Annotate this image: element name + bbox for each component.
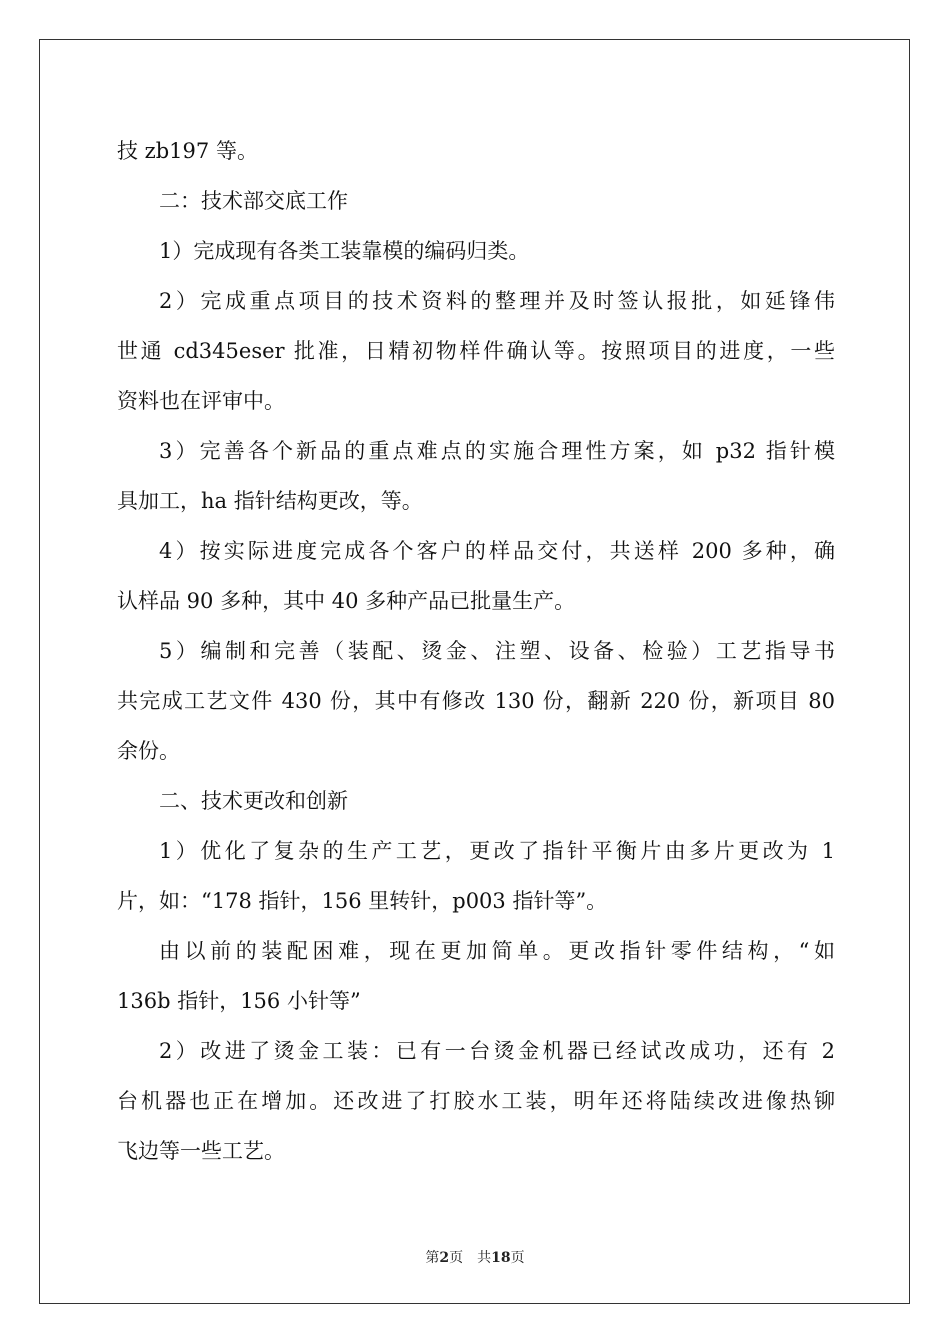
text-line: 二：技术部交底工作 bbox=[159, 189, 348, 213]
text-line: 飞边等一些工艺。 bbox=[117, 1139, 285, 1163]
text-line: 1）优化了复杂的生产工艺，更改了指针平衡片由多片更改为 1 bbox=[159, 839, 835, 863]
text-line: 由以前的装配困难，现在更加简单。更改指针零件结构，“如 bbox=[159, 939, 835, 963]
text-line: 台机器也正在增加。还改进了打胶水工装，明年还将陆续改进像热铆 bbox=[117, 1089, 835, 1113]
text-line: 世通 cd345eser 批准，日精初物样件确认等。按照项目的进度，一些 bbox=[117, 339, 835, 363]
text-line: 认样品 90 多种，其中 40 多种产品已批量生产。 bbox=[117, 589, 576, 613]
footer-page-number: 2 bbox=[439, 1250, 450, 1266]
page-footer bbox=[0, 1247, 950, 1267]
footer-total-suffix: 页 bbox=[510, 1250, 525, 1266]
text-line: 二、技术更改和创新 bbox=[159, 789, 348, 813]
text-line: 2）改进了烫金工装：已有一台烫金机器已经试改成功，还有 2 bbox=[159, 1039, 835, 1063]
text-line: 具加工，ha 指针结构更改，等。 bbox=[117, 489, 423, 513]
text-line: 136b 指针，156 小针等” bbox=[117, 989, 361, 1013]
text-line: 2）完成重点项目的技术资料的整理并及时签认报批，如延锋伟 bbox=[159, 289, 835, 313]
footer-total-number: 18 bbox=[491, 1250, 511, 1266]
text-line: 技 zb197 等。 bbox=[117, 139, 258, 163]
text-line: 共完成工艺文件 430 份，其中有修改 130 份，翻新 220 份，新项目 80 bbox=[117, 689, 835, 713]
text-line: 3）完善各个新品的重点难点的实施合理性方案，如 p32 指针模 bbox=[159, 439, 835, 463]
text-line: 1）完成现有各类工装靠模的编码归类。 bbox=[159, 239, 530, 263]
text-line: 4）按实际进度完成各个客户的样品交付，共送样 200 多种，确 bbox=[159, 539, 835, 563]
text-line: 片，如：“178 指针，156 里转针，p003 指针等”。 bbox=[117, 889, 608, 913]
footer-page-suffix: 页 bbox=[449, 1250, 464, 1266]
text-line: 5）编制和完善（装配、烫金、注塑、设备、检验）工艺指导书 bbox=[159, 639, 835, 663]
text-line: 余份。 bbox=[117, 739, 180, 763]
footer-page-prefix: 第 bbox=[425, 1250, 440, 1266]
footer-total-prefix: 共 bbox=[477, 1250, 492, 1266]
text-line: 资料也在评审中。 bbox=[117, 389, 285, 413]
document-body bbox=[117, 126, 835, 1176]
